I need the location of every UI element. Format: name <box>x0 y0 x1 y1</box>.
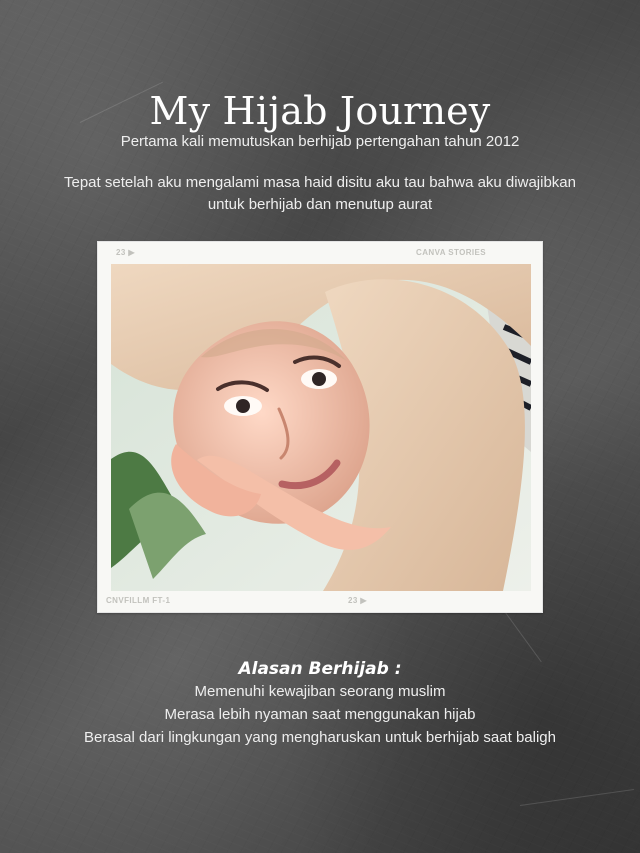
card-meta-top-right: CANVA STORIES <box>416 248 486 257</box>
page-title: My Hijab Journey <box>149 89 491 134</box>
portrait-photo <box>111 264 531 591</box>
reasons-heading: Alasan Berhijab : <box>238 659 402 680</box>
portrait-photo-icon <box>111 264 531 591</box>
intro-text: Pertama kali memutuskan berhijab pertengahan tahun 2012 <box>120 133 520 150</box>
journey-note: Tepat setelah aku mengalami masa haid disitu aku tau bahwa aku diwajibkan untuk berhijab dan menutup aurat <box>64 174 576 213</box>
reasons-list <box>0 680 640 749</box>
photo-card <box>97 241 543 613</box>
reason-item: Berasal dari lingkungan yang mengharuskan untuk berhijab saat baligh <box>84 729 556 746</box>
reason-item: Memenuhi kewajiban seorang muslim <box>194 683 446 700</box>
background-crack <box>520 789 634 806</box>
reason-item: Merasa lebih nyaman saat menggunakan hijab <box>164 706 476 723</box>
card-meta-bottom-left: CNVFILLM FT-1 <box>106 596 171 605</box>
card-meta-bottom-middle: 23 ▶ <box>348 596 367 605</box>
card-meta-top-left: 23 ▶ <box>116 248 135 257</box>
